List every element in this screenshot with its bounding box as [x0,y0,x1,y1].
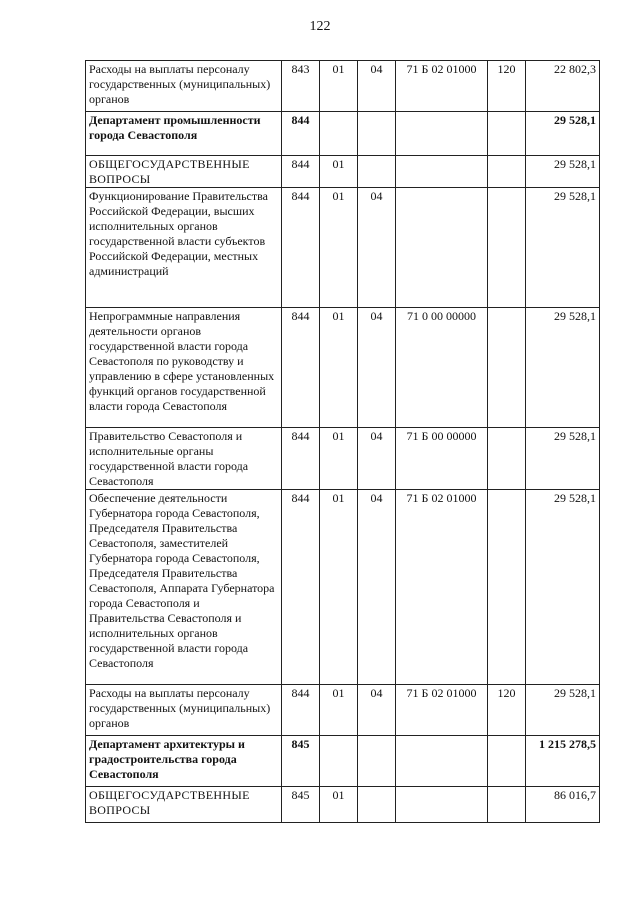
subsection-code-cell: 04 [358,685,396,736]
table-row [86,308,600,428]
table-row [86,736,600,787]
expense-type-cell [488,156,526,188]
item-name-cell: Департамент архитектуры и градостроительства города Севастополя [86,736,282,787]
table-row [86,428,600,490]
item-name-cell: Правительство Севастополя и исполнительные органы государственной власти города Севастополя [86,428,282,490]
section-code-cell: 01 [320,490,358,685]
section-code-cell: 01 [320,685,358,736]
expense-type-cell: 120 [488,61,526,112]
expense-type-cell [488,787,526,823]
ved-code-cell: 845 [282,736,320,787]
ved-code-cell: 844 [282,112,320,156]
section-code-cell: 01 [320,308,358,428]
item-name-cell: ОБЩЕГОСУДАРСТВЕННЫЕ ВОПРОСЫ [86,787,282,823]
target-article-cell: 71 Б 00 00000 [396,428,488,490]
ved-code-cell: 844 [282,428,320,490]
table-row [86,61,600,112]
target-article-cell [396,188,488,308]
amount-cell: 86 016,7 [526,787,600,823]
item-name-cell: Функционирование Правительства Российской Федерации, высших исполнительных органов государственной власти субъектов Российской Федерации, местных администраций [86,188,282,308]
target-article-cell [396,736,488,787]
expense-type-cell [488,188,526,308]
ved-code-cell: 843 [282,61,320,112]
expense-type-cell [488,112,526,156]
table-body [86,61,600,823]
amount-cell: 29 528,1 [526,156,600,188]
target-article-cell: 71 0 00 00000 [396,308,488,428]
table-row [86,685,600,736]
table-row [86,787,600,823]
section-code-cell: 01 [320,188,358,308]
target-article-cell [396,787,488,823]
subsection-code-cell: 04 [358,428,396,490]
expense-type-cell [488,736,526,787]
table-row [86,112,600,156]
page-number: 122 [309,19,331,34]
amount-cell: 22 802,3 [526,61,600,112]
ved-code-cell: 844 [282,308,320,428]
expense-type-cell [488,490,526,685]
item-name-cell: Непрограммные направления деятельности органов государственной власти города Севастополя по руководству и управлению в сфере установленных функций органов государственной власти города Севастополя [86,308,282,428]
section-code-cell: 01 [320,428,358,490]
subsection-code-cell [358,787,396,823]
target-article-cell: 71 Б 02 01000 [396,685,488,736]
subsection-code-cell: 04 [358,308,396,428]
item-name-cell: Расходы на выплаты персоналу государственных (муниципальных) органов [86,61,282,112]
amount-cell: 29 528,1 [526,685,600,736]
target-article-cell: 71 Б 02 01000 [396,61,488,112]
ved-code-cell: 845 [282,787,320,823]
subsection-code-cell: 04 [358,61,396,112]
section-code-cell [320,736,358,787]
expense-type-cell: 120 [488,685,526,736]
subsection-code-cell [358,736,396,787]
ved-code-cell: 844 [282,490,320,685]
ved-code-cell: 844 [282,685,320,736]
target-article-cell [396,156,488,188]
section-code-cell: 01 [320,156,358,188]
subsection-code-cell: 04 [358,188,396,308]
subsection-code-cell [358,156,396,188]
section-code-cell [320,112,358,156]
target-article-cell: 71 Б 02 01000 [396,490,488,685]
amount-cell: 29 528,1 [526,490,600,685]
amount-cell: 29 528,1 [526,308,600,428]
ved-code-cell: 844 [282,188,320,308]
amount-cell: 29 528,1 [526,112,600,156]
section-code-cell: 01 [320,61,358,112]
table-row [86,188,600,308]
ved-code-cell: 844 [282,156,320,188]
expense-type-cell [488,308,526,428]
amount-cell: 29 528,1 [526,428,600,490]
target-article-cell [396,112,488,156]
item-name-cell: ОБЩЕГОСУДАРСТВЕННЫЕ ВОПРОСЫ [86,156,282,188]
item-name-cell: Обеспечение деятельности Губернатора города Севастополя, Председателя Правительства Севастополя, заместителей Губернатора города Севастополя, Председателя Правительства Севастополя, Аппарата Губернатора города Севастополя и Правительства Севастополя и исполнительных органов государственной власти города Севастополя [86,490,282,685]
budget-table [85,60,600,823]
item-name-cell: Департамент промышленности города Севастополя [86,112,282,156]
table-row [86,490,600,685]
section-code-cell: 01 [320,787,358,823]
amount-cell: 1 215 278,5 [526,736,600,787]
subsection-code-cell [358,112,396,156]
expense-type-cell [488,428,526,490]
table-row [86,156,600,188]
subsection-code-cell: 04 [358,490,396,685]
amount-cell: 29 528,1 [526,188,600,308]
item-name-cell: Расходы на выплаты персоналу государственных (муниципальных) органов [86,685,282,736]
